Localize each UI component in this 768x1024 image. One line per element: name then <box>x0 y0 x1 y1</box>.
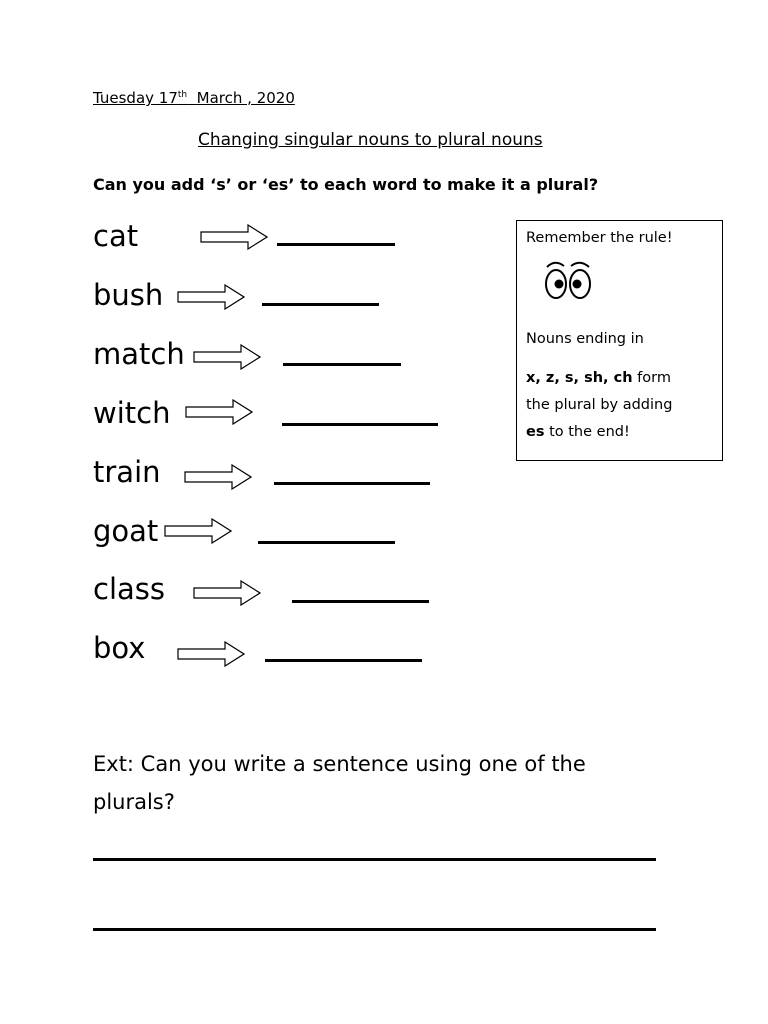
word-goat: goat <box>93 514 159 548</box>
arrow-icon <box>193 344 261 370</box>
word-box: box <box>93 631 146 665</box>
arrow-icon <box>200 224 268 250</box>
word-witch: witch <box>93 396 171 430</box>
date-suffix: th <box>177 90 188 100</box>
arrow-icon <box>184 464 252 490</box>
arrow-icon <box>185 399 253 425</box>
word-cat: cat <box>93 219 139 253</box>
eyes-icon <box>543 258 599 304</box>
worksheet-title: Changing singular nouns to plural nouns <box>198 130 543 150</box>
word-match: match <box>93 337 185 371</box>
writing-line[interactable] <box>93 928 656 931</box>
answer-blank[interactable] <box>282 423 438 426</box>
extension-prompt: Ext: Can you write a sentence using one of the plurals? <box>93 752 586 814</box>
worksheet-date <box>93 89 295 107</box>
instruction-text: Can you add ‘s’ or ‘es’ to each word to make it a plural? <box>93 175 599 194</box>
rule-line-3: the plural by adding <box>526 397 673 413</box>
answer-blank[interactable] <box>262 303 379 306</box>
date-day: Tuesday 17 <box>93 89 178 107</box>
arrow-icon <box>177 641 245 667</box>
rule-line-4-rest: to the end! <box>544 424 630 440</box>
arrow-icon <box>193 580 261 606</box>
rule-reminder-box <box>516 220 723 461</box>
arrow-icon <box>177 284 245 310</box>
date-rest: March , 2020 <box>196 89 295 107</box>
writing-line[interactable] <box>93 858 656 861</box>
rule-endings: x, z, s, sh, ch <box>526 370 633 386</box>
rule-line-2-rest: form <box>632 370 671 386</box>
word-bush: bush <box>93 278 164 312</box>
word-train: train <box>93 455 161 489</box>
rule-line-2 <box>526 370 671 386</box>
answer-blank[interactable] <box>265 659 422 662</box>
answer-blank[interactable] <box>277 243 395 246</box>
answer-blank[interactable] <box>283 363 401 366</box>
rule-es: es <box>526 424 545 440</box>
answer-blank[interactable] <box>258 541 395 544</box>
rule-line-1: Nouns ending in <box>526 331 644 347</box>
rule-heading: Remember the rule! <box>526 230 673 246</box>
arrow-icon <box>164 518 232 544</box>
word-class: class <box>93 572 165 606</box>
rule-line-4 <box>526 424 630 440</box>
answer-blank[interactable] <box>292 600 429 603</box>
answer-blank[interactable] <box>274 482 430 485</box>
